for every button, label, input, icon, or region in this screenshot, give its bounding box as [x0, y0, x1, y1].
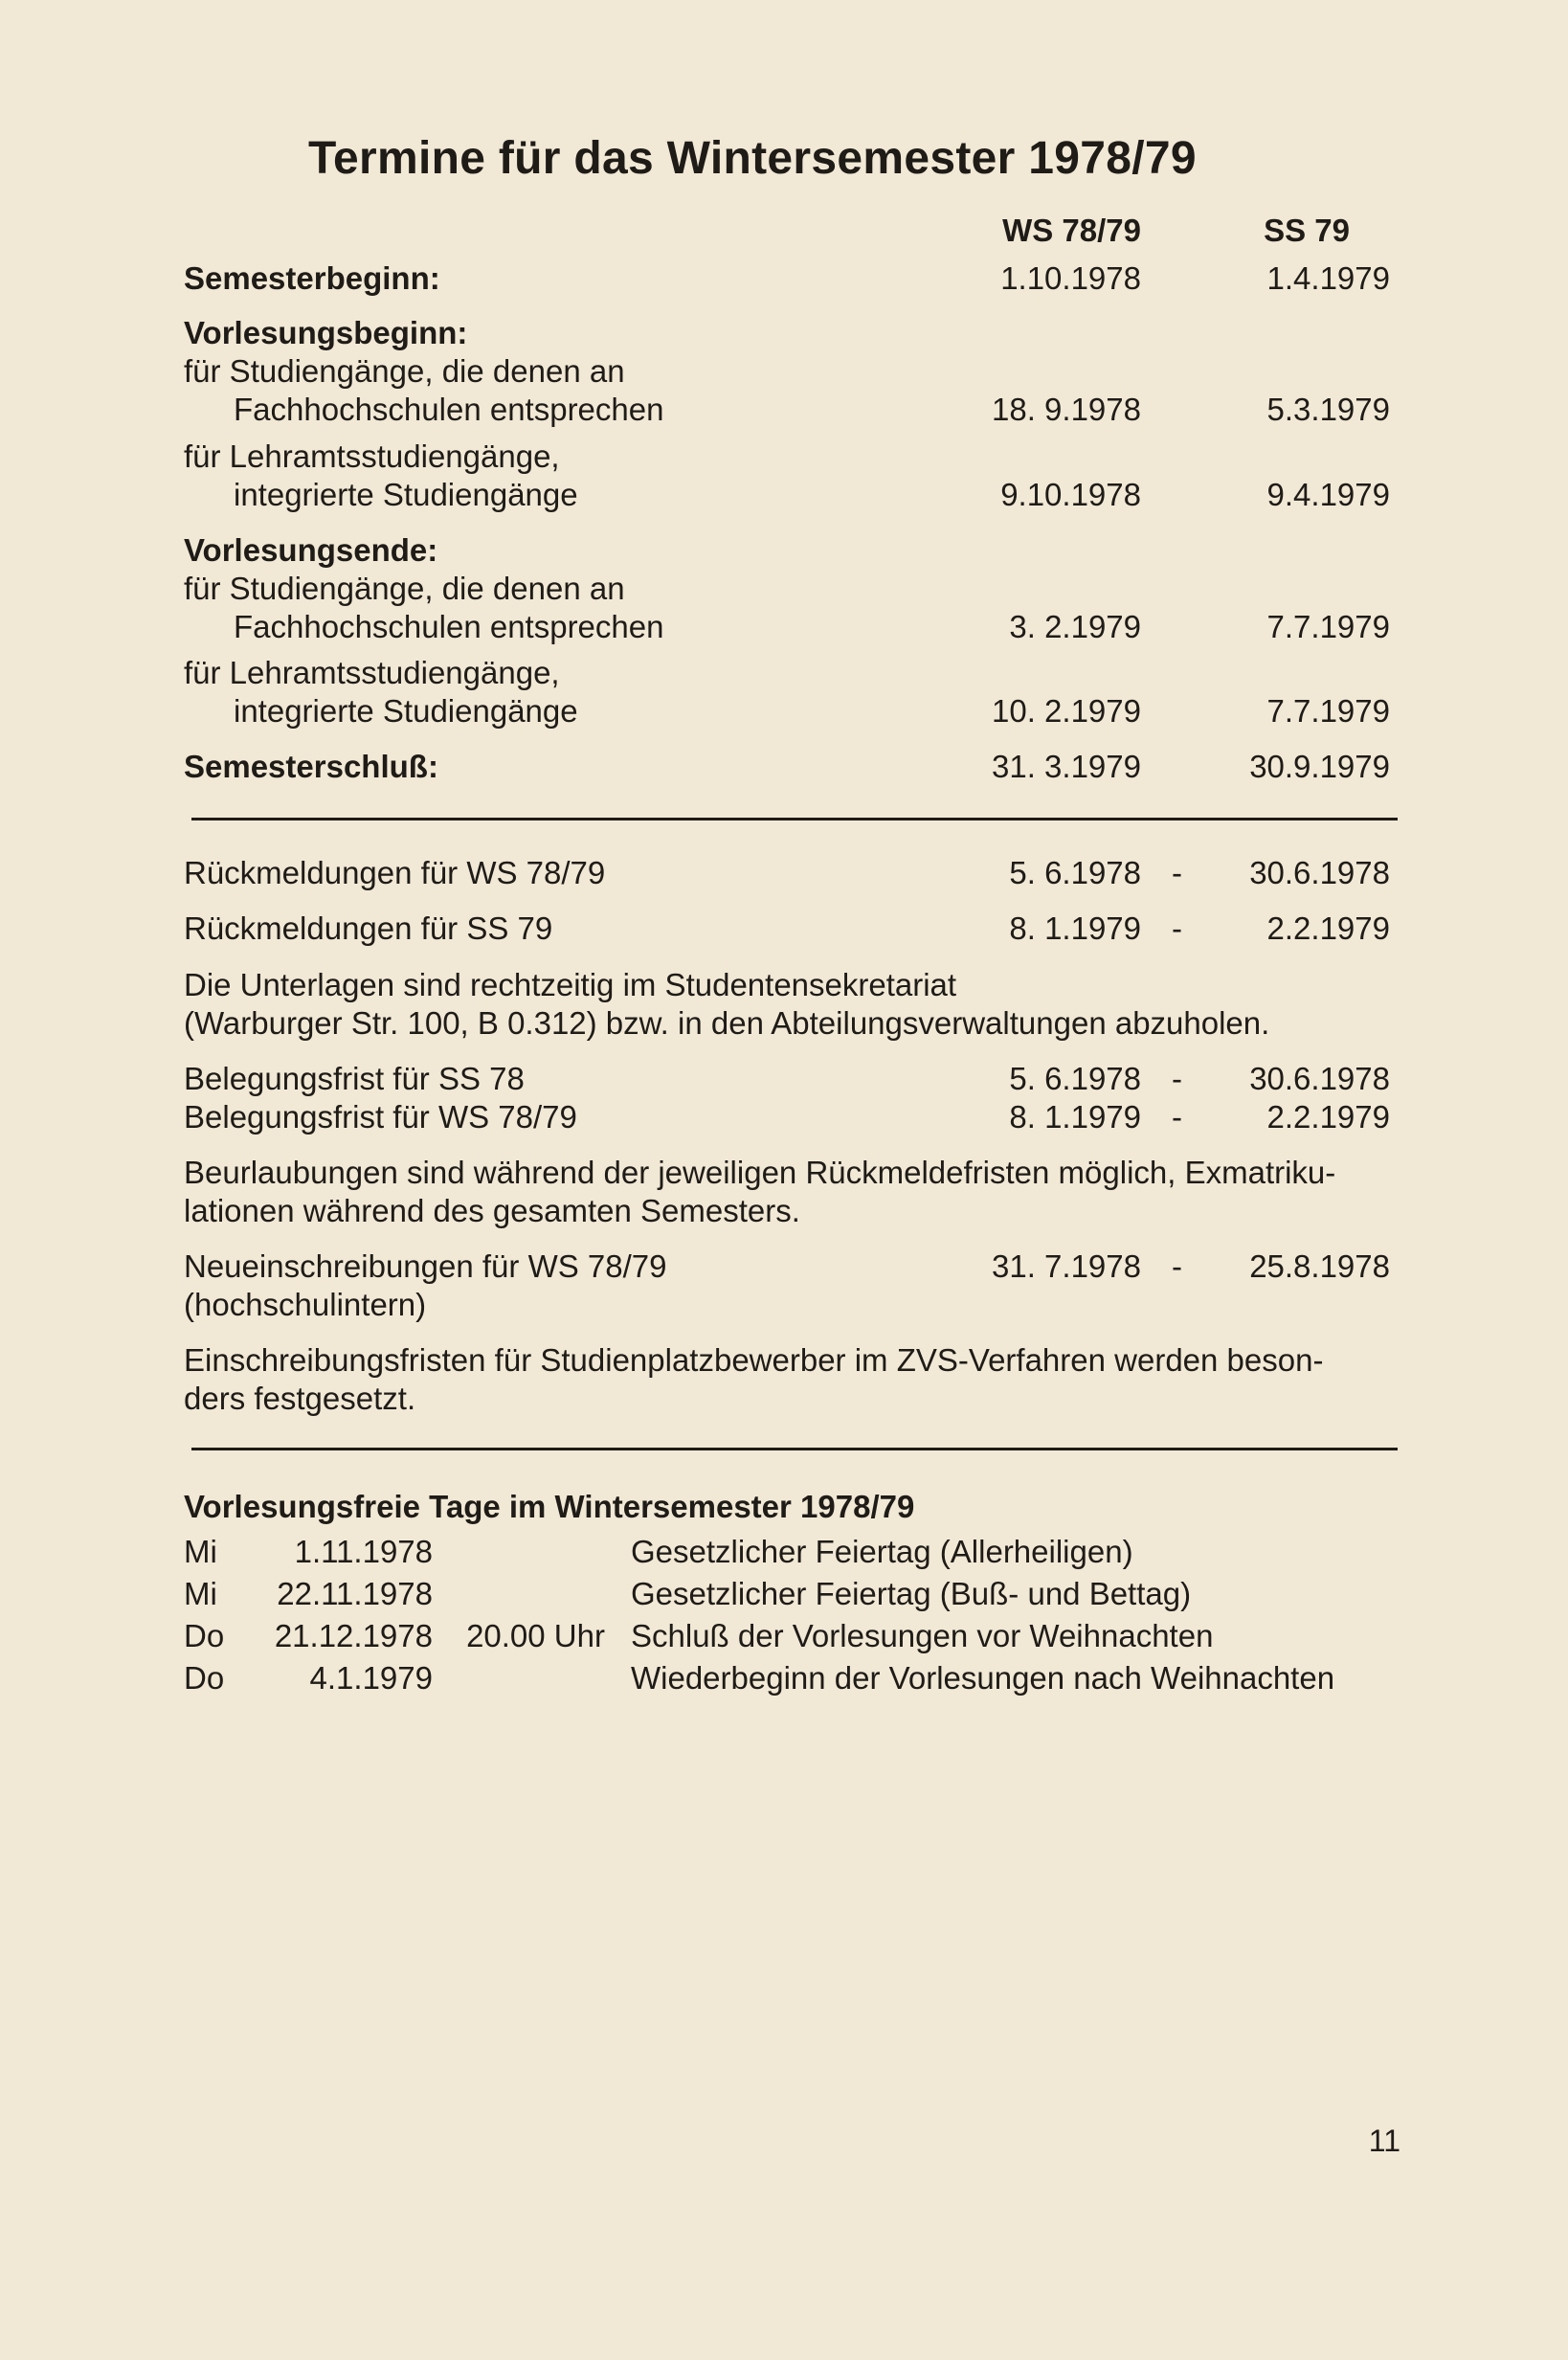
vorlesungsbeginn-row2-ws: 9.10.1978	[1000, 477, 1141, 512]
vorlesungsbeginn-row2-line2: integrierte Studiengänge	[234, 477, 578, 512]
beurlaubung-line1: Beurlaubungen sind während der jeweiligen Rückmeldefristen möglich, Exmatriku-	[184, 1155, 1336, 1190]
semesterschluss-ws: 31. 3.1979	[992, 749, 1141, 784]
belegung-ws-to: 2.2.1979	[1266, 1099, 1390, 1135]
freie-tage-row-1-day: Mi	[184, 1534, 217, 1569]
belegung-ss-from: 5. 6.1978	[1009, 1061, 1141, 1096]
vorlesungsende-label: Vorlesungsende:	[184, 532, 438, 568]
freie-tage-row-4-day: Do	[184, 1660, 225, 1696]
neueinschreibung-from: 31. 7.1978	[992, 1248, 1141, 1284]
freie-tage-row-3-date: 21.12.1978	[274, 1618, 433, 1653]
freie-tage-row-2-day: Mi	[184, 1576, 217, 1611]
freie-tage-row-2-date: 22.11.1978	[277, 1576, 433, 1611]
rueckmeldung-ss-to: 2.2.1979	[1266, 910, 1390, 946]
rueckmeldung-ss-from: 8. 1.1979	[1009, 910, 1141, 946]
unterlagen-line2: (Warburger Str. 100, B 0.312) bzw. in den Abteilungsverwaltungen abzuholen.	[184, 1005, 1270, 1041]
freie-tage-row-4-desc: Wiederbeginn der Vorlesungen nach Weihnachten	[631, 1660, 1335, 1696]
vorlesungsbeginn-row1-ws: 18. 9.1978	[992, 392, 1141, 427]
semesterschluss-ss: 30.9.1979	[1249, 749, 1390, 784]
vorlesungsende-row2-ws: 10. 2.1979	[992, 693, 1141, 729]
vorlesungsende-row2-line1: für Lehramtsstudiengänge,	[184, 655, 560, 690]
belegung-ws-dash: -	[1172, 1099, 1182, 1135]
vorlesungsbeginn-row2-line1: für Lehramtsstudiengänge,	[184, 438, 560, 474]
freie-tage-row-4-date: 4.1.1979	[309, 1660, 433, 1696]
vorlesungsbeginn-row2-ss: 9.4.1979	[1266, 477, 1390, 512]
einschreibung-line1: Einschreibungsfristen für Studienplatzbewerber im ZVS-Verfahren werden beson-	[184, 1342, 1324, 1378]
semesterschluss-label: Semesterschluß:	[184, 749, 438, 784]
belegung-ws-label: Belegungsfrist für WS 78/79	[184, 1099, 577, 1135]
neueinschreibung-line2: (hochschulintern)	[184, 1287, 427, 1322]
neueinschreibung-to: 25.8.1978	[1249, 1248, 1390, 1284]
vorlesungsende-row1-ws: 3. 2.1979	[1009, 609, 1141, 644]
rueckmeldung-ss-dash: -	[1172, 910, 1182, 946]
vorlesungsende-row1-line1: für Studiengänge, die denen an	[184, 571, 625, 606]
neueinschreibung-line1: Neueinschreibungen für WS 78/79	[184, 1248, 667, 1284]
belegung-ss-label: Belegungsfrist für SS 78	[184, 1061, 525, 1096]
einschreibung-line2: ders festgesetzt.	[184, 1381, 416, 1416]
freie-tage-row-3-day: Do	[184, 1618, 225, 1653]
semesterbeginn-label: Semesterbeginn:	[184, 260, 440, 296]
freie-tage-row-1-desc: Gesetzlicher Feiertag (Allerheiligen)	[631, 1534, 1133, 1569]
beurlaubung-line2: lationen während des gesamten Semesters.	[184, 1193, 800, 1228]
neueinschreibung-dash: -	[1172, 1248, 1182, 1284]
semesterbeginn-ws: 1.10.1978	[1000, 260, 1141, 296]
belegung-ws-from: 8. 1.1979	[1009, 1099, 1141, 1135]
vorlesungsbeginn-row1-ss: 5.3.1979	[1266, 392, 1390, 427]
unterlagen-line1: Die Unterlagen sind rechtzeitig im Studentensekretariat	[184, 967, 957, 1002]
column-header-ws: WS 78/79	[1002, 213, 1141, 248]
freie-tage-row-3-time: 20.00 Uhr	[466, 1618, 605, 1653]
freie-tage-row-2-desc: Gesetzlicher Feiertag (Buß- und Bettag)	[631, 1576, 1192, 1611]
vorlesungsbeginn-label: Vorlesungsbeginn:	[184, 315, 468, 350]
belegung-ss-to: 30.6.1978	[1249, 1061, 1390, 1096]
freie-tage-heading: Vorlesungsfreie Tage im Wintersemester 1978/79	[184, 1489, 915, 1524]
vorlesungsende-row2-ss: 7.7.1979	[1266, 693, 1390, 729]
rueckmeldung-ss-label: Rückmeldungen für SS 79	[184, 910, 553, 946]
rueckmeldung-ws-dash: -	[1172, 855, 1182, 890]
column-header-ss: SS 79	[1264, 213, 1350, 248]
vorlesungsbeginn-row1-line1: für Studiengänge, die denen an	[184, 353, 625, 389]
rueckmeldung-ws-label: Rückmeldungen für WS 78/79	[184, 855, 606, 890]
page-number: 11	[1368, 2124, 1400, 2158]
vorlesungsende-row1-ss: 7.7.1979	[1266, 609, 1390, 644]
vorlesungsende-row2-line2: integrierte Studiengänge	[234, 693, 578, 729]
freie-tage-row-1-date: 1.11.1978	[294, 1534, 433, 1569]
freie-tage-row-3-desc: Schluß der Vorlesungen vor Weihnachten	[631, 1618, 1214, 1653]
rueckmeldung-ws-to: 30.6.1978	[1249, 855, 1390, 890]
page-title: Termine für das Wintersemester 1978/79	[308, 133, 1197, 184]
vorlesungsende-row1-line2: Fachhochschulen entsprechen	[234, 609, 664, 644]
rueckmeldung-ws-from: 5. 6.1978	[1009, 855, 1141, 890]
section-divider-2	[191, 1448, 1398, 1450]
section-divider	[191, 818, 1398, 820]
belegung-ss-dash: -	[1172, 1061, 1182, 1096]
semesterbeginn-ss: 1.4.1979	[1266, 260, 1390, 296]
vorlesungsbeginn-row1-line2: Fachhochschulen entsprechen	[234, 392, 664, 427]
